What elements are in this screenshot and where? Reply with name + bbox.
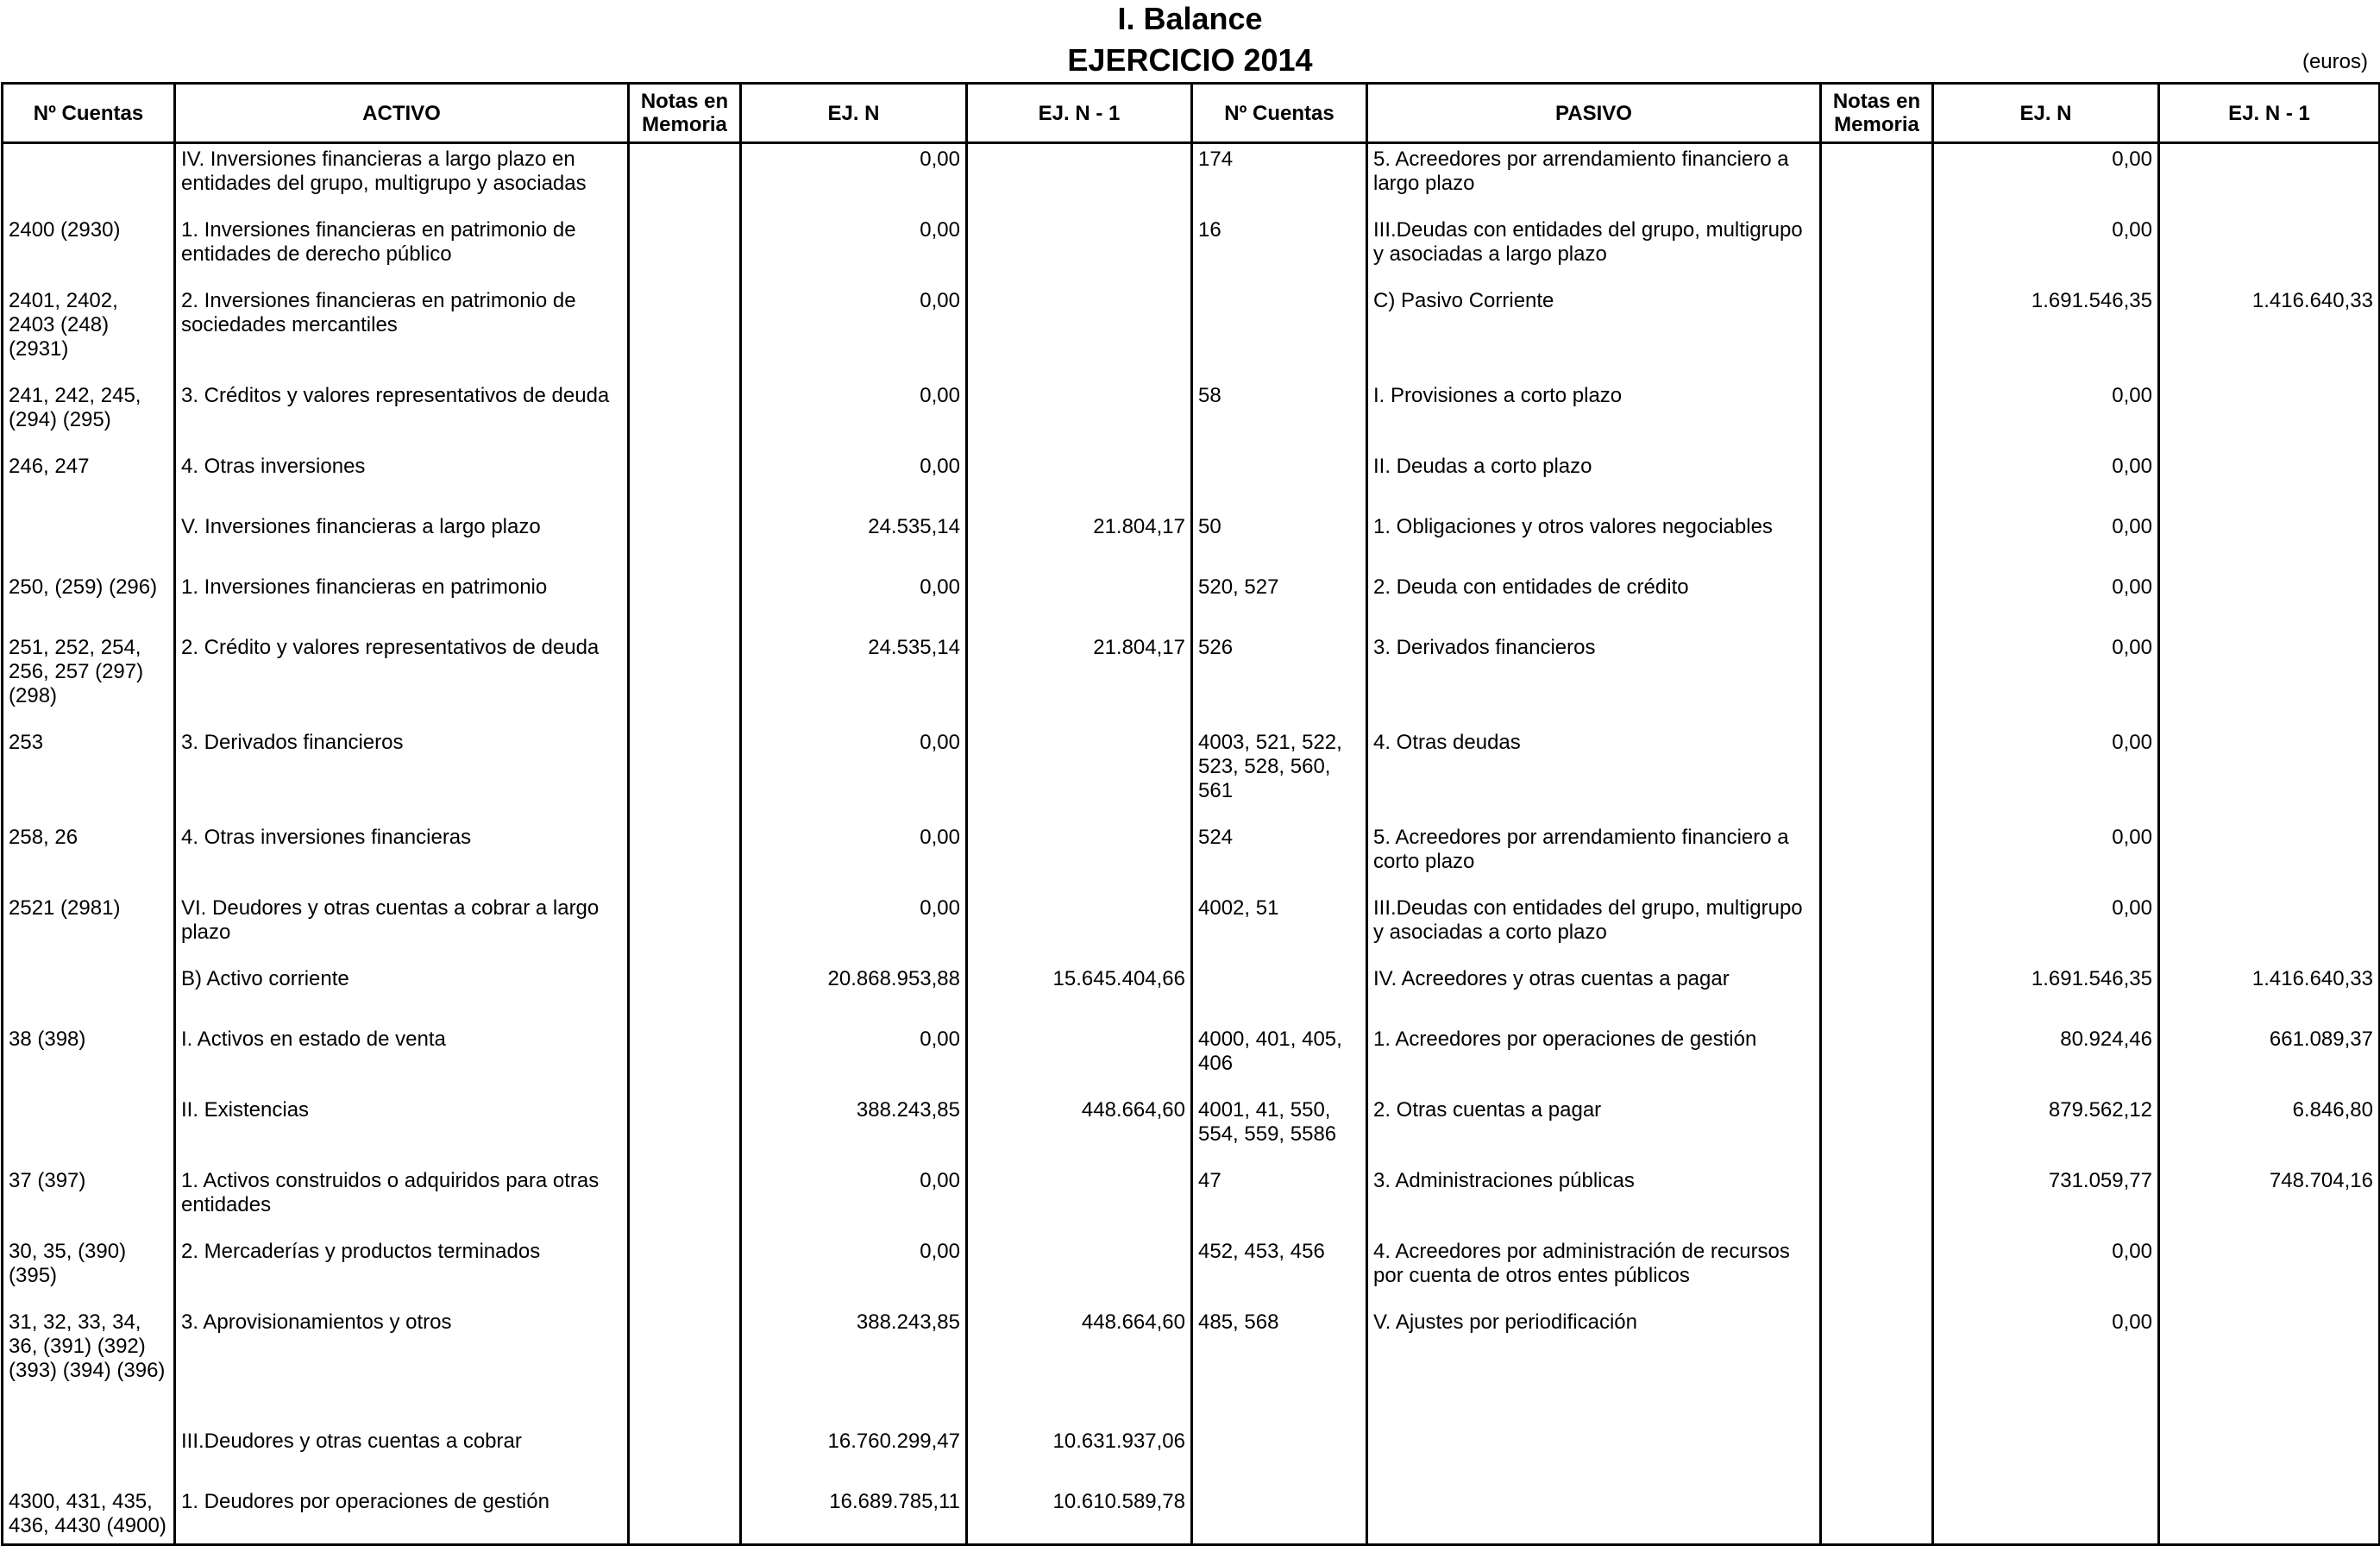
header-ej-n-activo: EJ. N — [741, 84, 967, 143]
table-row — [3, 1486, 2380, 1545]
cuenta-pasivo: 47 — [1192, 1166, 1367, 1236]
table-row — [3, 632, 2380, 727]
cuenta-activo: 31, 32, 33, 34, 36, (391) (392) (393) (394) (396) — [3, 1307, 175, 1426]
cuenta-activo: 30, 35, (390) (395) — [3, 1236, 175, 1307]
notas-pasivo — [1821, 451, 1933, 512]
table-row — [3, 893, 2380, 964]
concepto-activo: 1. Activos construidos o adquiridos para otras entidades — [175, 1166, 629, 1236]
ej-n-pasivo: 0,00 — [1933, 632, 2159, 727]
notas-activo — [629, 572, 741, 632]
concepto-activo: IV. Inversiones financieras a largo plazo en entidades del grupo, multigrupo y asociadas — [175, 143, 629, 216]
table-row — [3, 727, 2380, 822]
ej-n-activo: 0,00 — [741, 1166, 967, 1236]
concepto-pasivo: 3. Derivados financieros — [1367, 632, 1821, 727]
header-notas-activo: Notas en Memoria — [629, 84, 741, 143]
table-row — [3, 1236, 2380, 1307]
cuenta-pasivo — [1192, 1426, 1367, 1486]
concepto-pasivo: C) Pasivo Corriente — [1367, 286, 1821, 380]
ej-n-pasivo: 879.562,12 — [1933, 1095, 2159, 1166]
table-row — [3, 215, 2380, 286]
ej-n1-activo — [967, 1024, 1192, 1095]
concepto-activo: VI. Deudores y otras cuentas a cobrar a largo plazo — [175, 893, 629, 964]
cuenta-pasivo: 520, 527 — [1192, 572, 1367, 632]
ej-n-activo: 388.243,85 — [741, 1095, 967, 1166]
ej-n1-activo — [967, 727, 1192, 822]
ej-n-activo: 0,00 — [741, 727, 967, 822]
header-ej-n-pasivo: EJ. N — [1933, 84, 2159, 143]
document-subtitle: EJERCICIO 2014 — [1067, 42, 1313, 78]
cuenta-pasivo: 526 — [1192, 632, 1367, 727]
concepto-activo: 2. Mercaderías y productos terminados — [175, 1236, 629, 1307]
notas-pasivo — [1821, 380, 1933, 451]
concepto-activo: 2. Inversiones financieras en patrimonio de sociedades mercantiles — [175, 286, 629, 380]
cuenta-pasivo — [1192, 1486, 1367, 1545]
concepto-activo: II. Existencias — [175, 1095, 629, 1166]
notas-activo — [629, 1095, 741, 1166]
ej-n1-pasivo: 6.846,80 — [2159, 1095, 2380, 1166]
ej-n1-pasivo: 661.089,37 — [2159, 1024, 2380, 1095]
notas-activo — [629, 632, 741, 727]
notas-activo — [629, 727, 741, 822]
ej-n1-pasivo: 748.704,16 — [2159, 1166, 2380, 1236]
concepto-pasivo: V. Ajustes por periodificación — [1367, 1307, 1821, 1426]
concepto-pasivo: 2. Deuda con entidades de crédito — [1367, 572, 1821, 632]
concepto-pasivo — [1367, 1486, 1821, 1545]
ej-n1-activo — [967, 822, 1192, 893]
notas-activo — [629, 451, 741, 512]
ej-n-activo: 0,00 — [741, 572, 967, 632]
ej-n1-pasivo — [2159, 1486, 2380, 1545]
ej-n-activo: 0,00 — [741, 143, 967, 216]
notas-pasivo — [1821, 964, 1933, 1024]
ej-n1-activo — [967, 380, 1192, 451]
header-ej-n1-pasivo: EJ. N - 1 — [2159, 84, 2380, 143]
notas-activo — [629, 1486, 741, 1545]
cuenta-pasivo: 452, 453, 456 — [1192, 1236, 1367, 1307]
notas-pasivo — [1821, 632, 1933, 727]
cuenta-activo: 2401, 2402, 2403 (248) (2931) — [3, 286, 175, 380]
ej-n1-pasivo — [2159, 1236, 2380, 1307]
header-cuentas-activo: Nº Cuentas — [3, 84, 175, 143]
table-row — [3, 1307, 2380, 1426]
cuenta-activo: 2521 (2981) — [3, 893, 175, 964]
table-row — [3, 1426, 2380, 1486]
notas-pasivo — [1821, 1095, 1933, 1166]
concepto-pasivo: IV. Acreedores y otras cuentas a pagar — [1367, 964, 1821, 1024]
ej-n1-activo: 10.610.589,78 — [967, 1486, 1192, 1545]
ej-n1-pasivo: 1.416.640,33 — [2159, 286, 2380, 380]
ej-n-pasivo — [1933, 1486, 2159, 1545]
table-row — [3, 451, 2380, 512]
ej-n-activo: 16.760.299,47 — [741, 1426, 967, 1486]
ej-n1-activo: 21.804,17 — [967, 512, 1192, 572]
header-pasivo: PASIVO — [1367, 84, 1821, 143]
ej-n-pasivo: 80.924,46 — [1933, 1024, 2159, 1095]
cuenta-pasivo: 4002, 51 — [1192, 893, 1367, 964]
cuenta-pasivo: 524 — [1192, 822, 1367, 893]
cuenta-pasivo — [1192, 286, 1367, 380]
ej-n-pasivo: 1.691.546,35 — [1933, 286, 2159, 380]
notas-pasivo — [1821, 1486, 1933, 1545]
ej-n-activo: 0,00 — [741, 286, 967, 380]
cuenta-pasivo — [1192, 964, 1367, 1024]
ej-n-pasivo: 1.691.546,35 — [1933, 964, 2159, 1024]
header-cuentas-pasivo: Nº Cuentas — [1192, 84, 1367, 143]
concepto-pasivo: II. Deudas a corto plazo — [1367, 451, 1821, 512]
ej-n-activo: 20.868.953,88 — [741, 964, 967, 1024]
notas-activo — [629, 1166, 741, 1236]
cuenta-activo: 258, 26 — [3, 822, 175, 893]
notas-pasivo — [1821, 727, 1933, 822]
notas-activo — [629, 1236, 741, 1307]
ej-n1-activo — [967, 286, 1192, 380]
notas-activo — [629, 215, 741, 286]
concepto-activo: 1. Deudores por operaciones de gestión — [175, 1486, 629, 1545]
ej-n1-pasivo — [2159, 1307, 2380, 1426]
notas-pasivo — [1821, 1166, 1933, 1236]
concepto-pasivo: I. Provisiones a corto plazo — [1367, 380, 1821, 451]
concepto-activo: 1. Inversiones financieras en patrimonio de entidades de derecho público — [175, 215, 629, 286]
ej-n1-pasivo — [2159, 822, 2380, 893]
ej-n-activo: 24.535,14 — [741, 632, 967, 727]
concepto-activo: 3. Aprovisionamientos y otros — [175, 1307, 629, 1426]
cuenta-activo: 253 — [3, 727, 175, 822]
ej-n1-pasivo — [2159, 512, 2380, 572]
cuenta-activo: 2400 (2930) — [3, 215, 175, 286]
concepto-activo: I. Activos en estado de venta — [175, 1024, 629, 1095]
cuenta-pasivo: 16 — [1192, 215, 1367, 286]
notas-pasivo — [1821, 572, 1933, 632]
concepto-pasivo: III.Deudas con entidades del grupo, multigrupo y asociadas a corto plazo — [1367, 893, 1821, 964]
cuenta-pasivo: 174 — [1192, 143, 1367, 216]
cuenta-activo — [3, 964, 175, 1024]
concepto-activo: 4. Otras inversiones financieras — [175, 822, 629, 893]
notas-activo — [629, 512, 741, 572]
ej-n-pasivo — [1933, 1426, 2159, 1486]
concepto-pasivo: 1. Acreedores por operaciones de gestión — [1367, 1024, 1821, 1095]
header-activo: ACTIVO — [175, 84, 629, 143]
cuenta-activo: 38 (398) — [3, 1024, 175, 1095]
concepto-pasivo: III.Deudas con entidades del grupo, multigrupo y asociadas a largo plazo — [1367, 215, 1821, 286]
ej-n1-activo — [967, 1236, 1192, 1307]
ej-n1-activo — [967, 451, 1192, 512]
ej-n-activo: 0,00 — [741, 1236, 967, 1307]
cuenta-activo: 246, 247 — [3, 451, 175, 512]
notas-activo — [629, 1426, 741, 1486]
notas-activo — [629, 964, 741, 1024]
notas-pasivo — [1821, 143, 1933, 216]
table-row — [3, 572, 2380, 632]
ej-n-activo: 0,00 — [741, 451, 967, 512]
notas-activo — [629, 822, 741, 893]
ej-n-pasivo: 0,00 — [1933, 380, 2159, 451]
ej-n-activo: 0,00 — [741, 380, 967, 451]
cuenta-activo — [3, 512, 175, 572]
ej-n-activo: 24.535,14 — [741, 512, 967, 572]
header-ej-n1-activo: EJ. N - 1 — [967, 84, 1192, 143]
ej-n-activo: 0,00 — [741, 215, 967, 286]
ej-n-pasivo: 0,00 — [1933, 512, 2159, 572]
ej-n-pasivo: 0,00 — [1933, 822, 2159, 893]
ej-n1-pasivo — [2159, 451, 2380, 512]
ej-n-pasivo: 0,00 — [1933, 1236, 2159, 1307]
table-header-row — [3, 84, 2380, 143]
concepto-activo: 3. Créditos y valores representativos de deuda — [175, 380, 629, 451]
cuenta-pasivo: 4003, 521, 522, 523, 528, 560, 561 — [1192, 727, 1367, 822]
ej-n1-activo: 21.804,17 — [967, 632, 1192, 727]
ej-n1-pasivo — [2159, 893, 2380, 964]
ej-n1-activo: 448.664,60 — [967, 1095, 1192, 1166]
cuenta-pasivo — [1192, 451, 1367, 512]
notas-pasivo — [1821, 1236, 1933, 1307]
concepto-pasivo: 3. Administraciones públicas — [1367, 1166, 1821, 1236]
cuenta-pasivo: 50 — [1192, 512, 1367, 572]
notas-pasivo — [1821, 1307, 1933, 1426]
ej-n-activo: 0,00 — [741, 822, 967, 893]
notas-activo — [629, 286, 741, 380]
ej-n1-pasivo — [2159, 1426, 2380, 1486]
concepto-activo: 1. Inversiones financieras en patrimonio — [175, 572, 629, 632]
table-row — [3, 1024, 2380, 1095]
notas-pasivo — [1821, 215, 1933, 286]
notas-pasivo — [1821, 1024, 1933, 1095]
cuenta-activo: 251, 252, 254, 256, 257 (297) (298) — [3, 632, 175, 727]
ej-n1-activo — [967, 215, 1192, 286]
concepto-pasivo: 5. Acreedores por arrendamiento financiero a largo plazo — [1367, 143, 1821, 216]
ej-n-activo: 16.689.785,11 — [741, 1486, 967, 1545]
ej-n1-activo — [967, 1166, 1192, 1236]
ej-n1-activo: 15.645.404,66 — [967, 964, 1192, 1024]
table-row — [3, 380, 2380, 451]
cuenta-activo: 241, 242, 245, (294) (295) — [3, 380, 175, 451]
ej-n-activo: 0,00 — [741, 893, 967, 964]
concepto-pasivo — [1367, 1426, 1821, 1486]
table-row — [3, 822, 2380, 893]
notas-pasivo — [1821, 286, 1933, 380]
balance-body — [3, 143, 2380, 1545]
ej-n-pasivo: 0,00 — [1933, 727, 2159, 822]
cuenta-activo — [3, 1426, 175, 1486]
notas-activo — [629, 380, 741, 451]
cuenta-pasivo: 4001, 41, 550, 554, 559, 5586 — [1192, 1095, 1367, 1166]
cuenta-pasivo: 485, 568 — [1192, 1307, 1367, 1426]
cuenta-activo: 250, (259) (296) — [3, 572, 175, 632]
concepto-activo: B) Activo corriente — [175, 964, 629, 1024]
ej-n-pasivo: 0,00 — [1933, 215, 2159, 286]
table-row — [3, 286, 2380, 380]
ej-n-pasivo: 0,00 — [1933, 1307, 2159, 1426]
ej-n1-pasivo — [2159, 380, 2380, 451]
ej-n1-pasivo — [2159, 632, 2380, 727]
notas-activo — [629, 893, 741, 964]
ej-n1-pasivo — [2159, 215, 2380, 286]
balance-table — [1, 82, 2380, 1546]
table-row — [3, 1095, 2380, 1166]
ej-n1-pasivo — [2159, 572, 2380, 632]
ej-n1-pasivo — [2159, 727, 2380, 822]
ej-n1-pasivo: 1.416.640,33 — [2159, 964, 2380, 1024]
table-row — [3, 964, 2380, 1024]
cuenta-activo: 37 (397) — [3, 1166, 175, 1236]
concepto-pasivo: 2. Otras cuentas a pagar — [1367, 1095, 1821, 1166]
notas-pasivo — [1821, 822, 1933, 893]
ej-n-pasivo: 0,00 — [1933, 451, 2159, 512]
ej-n1-activo — [967, 572, 1192, 632]
concepto-pasivo: 4. Acreedores por administración de recursos por cuenta de otros entes públicos — [1367, 1236, 1821, 1307]
ej-n-pasivo: 0,00 — [1933, 893, 2159, 964]
concepto-activo: III.Deudores y otras cuentas a cobrar — [175, 1426, 629, 1486]
concepto-activo: V. Inversiones financieras a largo plazo — [175, 512, 629, 572]
cuenta-pasivo: 4000, 401, 405, 406 — [1192, 1024, 1367, 1095]
cuenta-activo — [3, 1095, 175, 1166]
cuenta-pasivo: 58 — [1192, 380, 1367, 451]
notas-pasivo — [1821, 1426, 1933, 1486]
ej-n-pasivo: 0,00 — [1933, 143, 2159, 216]
cuenta-activo: 4300, 431, 435, 436, 4430 (4900) — [3, 1486, 175, 1545]
concepto-pasivo: 4. Otras deudas — [1367, 727, 1821, 822]
concepto-activo: 3. Derivados financieros — [175, 727, 629, 822]
notas-activo — [629, 1307, 741, 1426]
ej-n-pasivo: 731.059,77 — [1933, 1166, 2159, 1236]
document-title: I. Balance — [1117, 1, 1263, 36]
ej-n1-activo — [967, 893, 1192, 964]
ej-n1-activo: 448.664,60 — [967, 1307, 1192, 1426]
table-row — [3, 1166, 2380, 1236]
table-row — [3, 512, 2380, 572]
notas-activo — [629, 1024, 741, 1095]
cuenta-activo — [3, 143, 175, 216]
ej-n-activo: 388.243,85 — [741, 1307, 967, 1426]
concepto-pasivo: 1. Obligaciones y otros valores negociables — [1367, 512, 1821, 572]
concepto-pasivo: 5. Acreedores por arrendamiento financiero a corto plazo — [1367, 822, 1821, 893]
notas-pasivo — [1821, 893, 1933, 964]
header-notas-pasivo: Notas en Memoria — [1821, 84, 1933, 143]
units-label: (euros) — [2302, 50, 2368, 73]
ej-n1-activo: 10.631.937,06 — [967, 1426, 1192, 1486]
ej-n-activo: 0,00 — [741, 1024, 967, 1095]
ej-n-pasivo: 0,00 — [1933, 572, 2159, 632]
notas-activo — [629, 143, 741, 216]
notas-pasivo — [1821, 512, 1933, 572]
ej-n1-activo — [967, 143, 1192, 216]
ej-n1-pasivo — [2159, 143, 2380, 216]
concepto-activo: 4. Otras inversiones — [175, 451, 629, 512]
concepto-activo: 2. Crédito y valores representativos de deuda — [175, 632, 629, 727]
table-row — [3, 143, 2380, 216]
